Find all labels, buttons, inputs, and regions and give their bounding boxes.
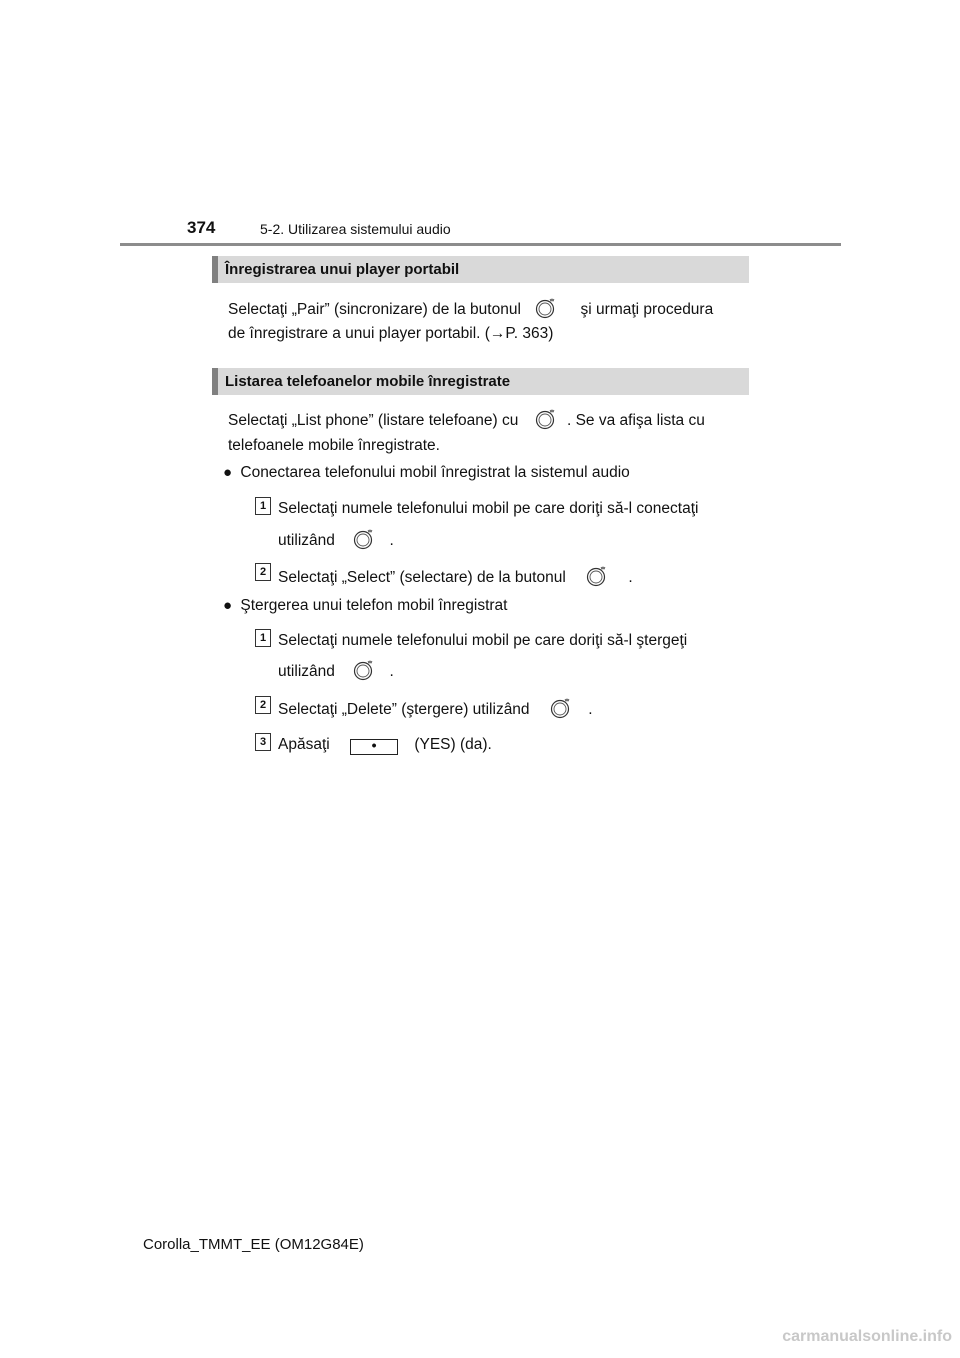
preset-button-icon: • <box>350 739 398 755</box>
text: Selectaţi „Select” (selectare) de la butonul <box>278 569 566 586</box>
bullet-heading: Ştergerea unui telefon mobil înregistrat <box>240 597 508 614</box>
section-accent <box>212 368 218 395</box>
tune-select-knob-icon <box>353 659 375 681</box>
tune-select-knob-icon <box>535 297 557 319</box>
text: (YES) (da). <box>414 736 492 753</box>
step-text <box>278 659 394 682</box>
paragraph: telefoanele mobile înregistrate. <box>228 437 440 454</box>
step-number: 3 <box>255 733 271 751</box>
bullet-icon: ● <box>223 597 233 614</box>
step-number: 1 <box>255 629 271 647</box>
text: . <box>628 569 633 586</box>
step-text <box>278 565 633 588</box>
bullet-heading: Conectarea telefonului mobil înregistrat la sistemul audio <box>240 464 630 481</box>
text: utilizând <box>278 663 335 680</box>
text: . <box>389 663 394 680</box>
text: şi urmaţi procedura <box>580 301 714 318</box>
section-title: Listarea telefoanelor mobile înregistrate <box>225 373 511 390</box>
watermark: carmanualsonline.info <box>782 1328 952 1345</box>
tune-select-knob-icon <box>586 565 608 587</box>
chapter-title: 5-2. Utilizarea sistemului audio <box>260 221 451 237</box>
text: . <box>588 701 593 718</box>
section-title: Înregistrarea unui player portabil <box>225 261 460 278</box>
step-text: Selectaţi numele telefonului mobil pe care doriţi să-l conectaţi <box>278 500 699 517</box>
tune-select-knob-icon <box>353 528 375 550</box>
text: Apăsaţi <box>278 736 330 753</box>
bullet-item-delete <box>223 596 507 616</box>
paragraph <box>228 297 713 320</box>
text: Selectaţi „Delete” (ştergere) utilizând <box>278 701 530 718</box>
tune-select-knob-icon <box>535 408 557 430</box>
step-text <box>278 528 394 551</box>
step-number: 2 <box>255 696 271 714</box>
page-number: 374 <box>187 218 216 237</box>
section-accent <box>212 256 218 283</box>
step-text <box>278 735 492 755</box>
step-number: 1 <box>255 497 271 515</box>
step-text: Selectaţi numele telefonului mobil pe care doriţi să-l ştergeţi <box>278 632 688 649</box>
footer-model-code: Corolla_TMMT_EE (OM12G84E) <box>143 1236 364 1253</box>
header-rule <box>120 243 841 246</box>
text: Selectaţi „List phone” (listare telefoane) cu <box>228 412 519 429</box>
step-number: 2 <box>255 563 271 581</box>
tune-select-knob-icon <box>550 697 572 719</box>
paragraph <box>228 408 705 431</box>
text: utilizând <box>278 532 335 549</box>
text: . Se va afişa lista cu <box>566 412 705 429</box>
section-header-list-phones <box>212 368 749 395</box>
paragraph: de înregistrare a unui player portabil. (→P. 363) <box>228 325 554 342</box>
section-header-register-player <box>212 256 749 283</box>
text: Selectaţi „Pair” (sincronizare) de la butonul <box>228 301 521 318</box>
text: . <box>389 532 394 549</box>
bullet-item-connect <box>223 463 630 483</box>
step-text <box>278 697 593 720</box>
bullet-icon: ● <box>223 464 233 481</box>
